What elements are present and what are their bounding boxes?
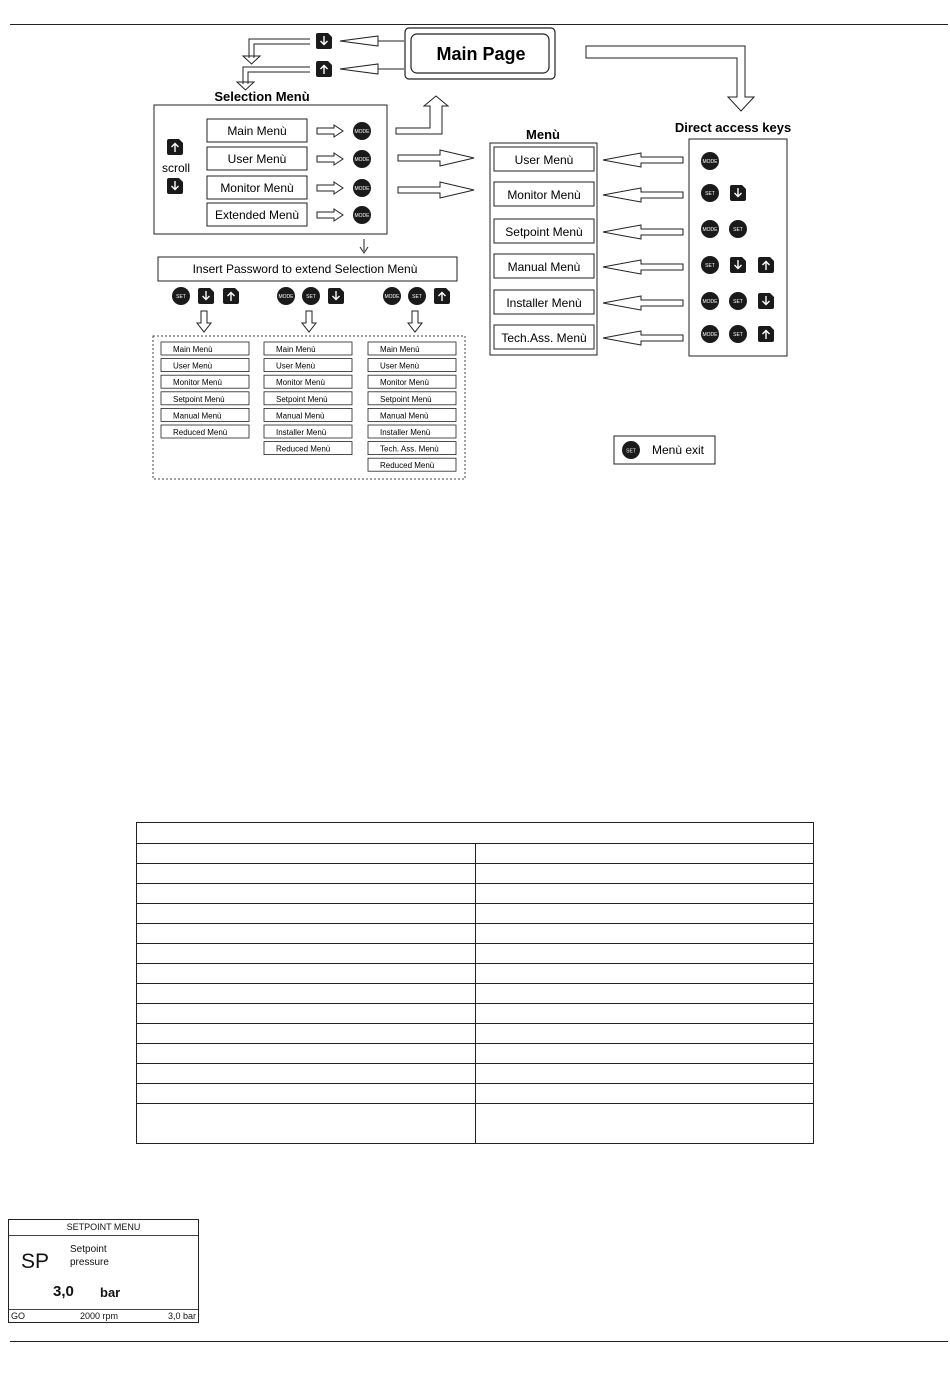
selection-item-label: Main Menù <box>227 124 287 138</box>
down-key-icon <box>316 33 332 49</box>
table-cell-description <box>475 964 814 984</box>
lcd-desc-line1: Setpoint <box>70 1244 107 1255</box>
svg-text:MODE: MODE <box>354 213 370 219</box>
table-cell-code <box>137 1044 476 1064</box>
menu-item <box>494 290 683 314</box>
extended-list-item: User Menù <box>173 361 213 371</box>
up-key-icon <box>758 257 774 273</box>
table-cell-code <box>137 1004 476 1024</box>
svg-text:SET: SET <box>733 299 743 305</box>
key-combination <box>383 287 450 332</box>
extended-list-item: User Menù <box>380 361 420 371</box>
extended-list-item: Reduced Menù <box>173 428 228 437</box>
table-cell-code <box>137 1024 476 1044</box>
table-row <box>137 1004 814 1024</box>
table-cell-description <box>475 844 814 864</box>
svg-text:SET: SET <box>705 263 715 269</box>
mode-key-icon <box>353 150 371 168</box>
extended-list-item: Setpoint Menù <box>173 394 225 404</box>
table-cell-description <box>475 1064 814 1084</box>
menu-exit-box <box>614 436 715 464</box>
down-key-icon <box>730 185 746 201</box>
svg-text:MODE: MODE <box>702 299 718 305</box>
table-cell-description <box>475 904 814 924</box>
mode-key-icon <box>701 220 719 238</box>
table-row <box>137 944 814 964</box>
mode-key-icon <box>353 179 371 197</box>
table-cell-code <box>137 1084 476 1104</box>
table-row <box>137 1064 814 1084</box>
lcd-title: SETPOINT MENU <box>66 1222 141 1232</box>
extended-list-item: Monitor Menù <box>276 378 325 388</box>
extended-list-item: Main Menù <box>380 345 420 354</box>
extended-list-item: Reduced Menù <box>276 444 331 454</box>
table-cell-code <box>137 924 476 944</box>
table-cell-description <box>475 944 814 964</box>
mode-key-icon <box>353 122 371 140</box>
set-key-icon <box>729 220 747 238</box>
extended-list-item: Manual Menù <box>173 411 222 421</box>
set-key-label: SET <box>626 448 636 455</box>
password-label: Insert Password to extend Selection Menù <box>192 262 418 276</box>
menu-item <box>494 147 683 171</box>
menu-item-label: Setpoint Menù <box>505 225 583 239</box>
selection-item-label: Extended Menù <box>214 208 300 222</box>
extended-list-item: Reduced Menù <box>380 461 435 471</box>
table-cell-description <box>475 864 814 884</box>
extended-list-item: Monitor Menù <box>380 378 429 388</box>
menu-exit-label: Menù exit <box>651 443 705 457</box>
up-key-icon <box>223 288 239 304</box>
mode-key-icon <box>701 325 719 343</box>
set-key-icon <box>729 292 747 310</box>
extended-menu-lists <box>161 342 456 471</box>
lcd-unit: bar <box>100 1285 121 1300</box>
down-key-icon <box>730 257 746 273</box>
table-row <box>137 1104 814 1144</box>
extended-menus-box <box>153 336 465 479</box>
menu-item <box>494 182 683 206</box>
table-cell-description <box>475 1004 814 1024</box>
table-row <box>137 1024 814 1044</box>
table-cell-code <box>137 884 476 904</box>
svg-text:SET: SET <box>733 227 743 233</box>
set-key-icon <box>408 287 426 305</box>
menu-item-label: Tech.Ass. Menù <box>501 331 587 345</box>
scroll-up-key-icon <box>167 139 183 155</box>
table-cell-description <box>475 984 814 1004</box>
lcd-status-state: GO <box>11 1311 26 1321</box>
up-key-icon <box>758 326 774 342</box>
direct-key-row <box>701 152 719 170</box>
svg-text:MODE: MODE <box>702 332 718 338</box>
menu-column-title: Menù <box>526 127 560 142</box>
table-cell-description <box>475 924 814 944</box>
lcd-parameter-description <box>70 1243 109 1269</box>
key-combination <box>277 287 344 332</box>
svg-text:SET: SET <box>412 294 422 300</box>
extended-list-item: User Menù <box>276 361 316 371</box>
lcd-divider-bottom <box>9 1309 198 1310</box>
direct-key-row <box>701 325 774 343</box>
menu-structure-diagram <box>0 0 950 500</box>
svg-text:MODE: MODE <box>354 157 370 163</box>
set-key-icon <box>302 287 320 305</box>
direct-access-title: Direct access keys <box>674 120 792 135</box>
table-cell-description <box>475 884 814 904</box>
lcd-desc-line2: pressure <box>70 1257 109 1268</box>
set-key-icon <box>172 287 190 305</box>
selection-menu-title: Selection Menù <box>214 89 310 104</box>
extended-list-item: Monitor Menù <box>173 378 222 388</box>
set-key-icon <box>701 256 719 274</box>
main-page-box <box>405 28 555 79</box>
menu-column-box <box>490 143 597 355</box>
scroll-label: scroll <box>161 161 191 175</box>
svg-text:SET: SET <box>176 294 186 300</box>
table-cell-description <box>475 1084 814 1104</box>
menu-item-label: Installer Menù <box>506 296 582 310</box>
table-row <box>137 844 814 864</box>
set-key-icon <box>729 325 747 343</box>
down-key-icon <box>328 288 344 304</box>
extended-list-item: Setpoint Menù <box>276 394 328 404</box>
extended-list-item: Main Menù <box>173 345 213 354</box>
up-key-icon <box>434 288 450 304</box>
extended-list-item: Manual Menù <box>276 411 325 421</box>
extended-list <box>368 342 456 471</box>
scroll-down-key-icon <box>167 178 183 194</box>
extended-list-item: Installer Menù <box>276 428 327 437</box>
table-row <box>137 864 814 884</box>
table-cell-code <box>137 984 476 1004</box>
extended-list-item: Main Menù <box>276 345 316 354</box>
down-key-icon <box>198 288 214 304</box>
table-row <box>137 904 814 924</box>
extended-list-item: Installer Menù <box>380 428 431 437</box>
table-row <box>137 984 814 1004</box>
mode-key-icon <box>383 287 401 305</box>
menu-item <box>494 219 683 243</box>
table-cell-code <box>137 844 476 864</box>
main-page-label: Main Page <box>436 44 526 64</box>
bottom-rule <box>10 1341 948 1342</box>
parameters-table <box>136 822 814 1144</box>
svg-text:MODE: MODE <box>384 294 400 300</box>
selection-item-label: User Menù <box>227 152 287 166</box>
table-cell-description <box>475 1024 814 1044</box>
table-cell-description <box>475 1104 814 1144</box>
menu-item <box>494 325 683 349</box>
svg-text:SET: SET <box>733 332 743 338</box>
table-row <box>137 884 814 904</box>
direct-key-row <box>701 292 774 310</box>
table-cell-code <box>137 944 476 964</box>
table-row <box>137 924 814 944</box>
menu-item <box>494 254 683 278</box>
key-combination <box>172 287 239 332</box>
up-key-icon <box>316 61 332 77</box>
lcd-parameter-code: SP <box>21 1250 50 1273</box>
extended-list-item: Tech. Ass. Menù <box>380 444 439 454</box>
extended-list <box>264 342 352 455</box>
lcd-status-pressure: 3,0 bar <box>167 1311 196 1321</box>
lcd-status-speed: 2000 rpm <box>80 1311 119 1321</box>
password-key-combinations <box>172 287 450 332</box>
table-cell-code <box>137 864 476 884</box>
menu-item-label: User Menù <box>514 153 574 167</box>
table-row <box>137 1084 814 1104</box>
table-cell-code <box>137 964 476 984</box>
table-header-cell <box>137 823 814 844</box>
svg-text:MODE: MODE <box>354 186 370 192</box>
svg-text:MODE: MODE <box>702 159 718 165</box>
lcd-divider-top <box>9 1235 198 1236</box>
extended-list-item: Manual Menù <box>380 411 429 421</box>
menu-item-label: Monitor Menù <box>507 188 581 202</box>
svg-text:MODE: MODE <box>354 129 370 135</box>
lcd-value: 3,0 <box>53 1283 74 1300</box>
table-row <box>137 964 814 984</box>
direct-key-row <box>701 256 774 274</box>
svg-text:MODE: MODE <box>702 227 718 233</box>
mode-key-icon <box>701 152 719 170</box>
extended-list <box>161 342 249 438</box>
set-key-icon <box>701 184 719 202</box>
table-cell-code <box>137 1104 476 1144</box>
extended-list-item: Setpoint Menù <box>380 394 432 404</box>
table-row <box>137 1044 814 1064</box>
setpoint-lcd-display <box>8 1219 199 1323</box>
table-header-row <box>137 823 814 844</box>
mode-key-icon <box>701 292 719 310</box>
svg-text:MODE: MODE <box>278 294 294 300</box>
mode-key-icon <box>353 206 371 224</box>
menu-item-label: Manual Menù <box>507 260 581 274</box>
mode-key-icon <box>277 287 295 305</box>
down-key-icon <box>758 293 774 309</box>
direct-access-box <box>689 139 787 356</box>
svg-text:SET: SET <box>705 191 715 197</box>
table-cell-code <box>137 904 476 924</box>
selection-item-label: Monitor Menù <box>220 181 294 195</box>
svg-text:SET: SET <box>306 294 316 300</box>
table-cell-description <box>475 1044 814 1064</box>
table-cell-code <box>137 1064 476 1084</box>
